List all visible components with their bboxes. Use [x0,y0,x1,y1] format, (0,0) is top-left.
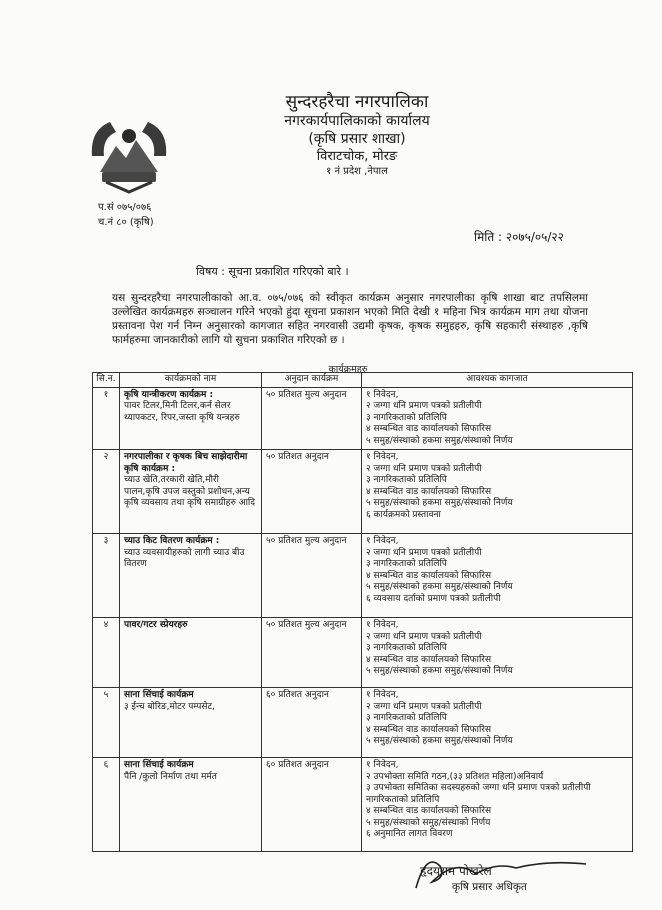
program-title: साना सिंचाई कार्यक्रम [124,760,194,770]
program-detail: च्याउ व्यवसायीहरुको लागी च्याउ बीउ वितरण [124,547,245,569]
document-item: २ जग्गा धनि प्रमाण पत्रको प्रतीलीपी [366,401,482,411]
header-grant: अनुदान कार्यक्रम [262,373,362,388]
branch-name: (कृषि प्रसार शाखा) [308,131,406,147]
document-item: ५ समुह/संस्थाको हकमा समुह/संस्थाको निर्णय [366,666,513,676]
reference-numbers [98,200,154,230]
header-program-name: कार्यक्रमको नाम [120,373,262,388]
program-title: कृषि यान्त्रीकरण कार्यक्रम : [124,389,214,400]
document-item: २ जग्गा धनि प्रमाण पत्रको प्रतीलीपी [366,463,482,474]
document-item: १ निवेदन, [366,620,399,630]
row-serial: ३ [93,534,120,618]
document-item: १ निवेदन, [366,690,399,700]
document-item: १ निवेदन, [366,536,399,546]
program-detail: ३ ईन्च बोरिङ,मोटर पम्पसेट, [124,701,215,712]
document-item: २ जग्गा धनि प्रमाण पत्रको प्रतीलीपी [366,701,482,712]
row-serial: १ [93,387,120,450]
document-item: ४ सम्बन्धित वाड कार्यालयको सिफारिस [366,654,492,665]
row-documents [362,618,633,688]
table-row [93,534,633,618]
dispatch-number: च.नं ८० (कृषि) [98,217,154,228]
document-item: ४ सम्बन्धित वाड कार्यालयको सिफारिस [366,486,492,497]
document-item: १ निवेदन, [366,452,399,462]
office-location: विराटचोक, मोरङ [316,149,398,164]
document-item: ५ समुह/संस्थाको हकमा समुह/संस्थाको निर्णय [366,736,513,746]
document-item: १ निवेदन, [366,389,399,400]
province-name: १ नं प्रदेश ,नेपाल [326,166,388,177]
document-item: १ निवेदन, [366,760,399,770]
row-documents [362,688,633,758]
document-item: ४ सम्बन्धित वाड कार्यालयको सिफारिस [366,806,492,816]
row-program [120,387,262,450]
row-serial: ५ [93,688,120,758]
program-title: साना सिंचाई कार्यक्रम [124,690,194,700]
notice-body: यस सुन्दरहरैचा नगरपालीकाको आ.व. ०७५/०७६ को स्वीकृत कार्यक्रम अनुसार नगरपालीका कृषि शाखा बाट तपसिलमा उल्लेखित कार्यक्रमहरु सञ्चालन गरिने भएको हुंदा सूचना प्रकाशन भएको मिति देखी १ महिना भित्र कार्यक्रम माग तथा योजना प्रस्तावना पेश गर्न निम्न अनुसारको कागजात सहित नगरवासी उद्यमी कृषक, कृषक समुहहरु, कृषि सहकारी संस्थाहरु ,कृषि फार्महरुमा जानकारीको लागि यो सुचना प्रकाशित गरिएको छ । [112,292,588,346]
row-documents [362,387,633,450]
document-item: ४ सम्बन्धित वाड कार्यालयको सिफारिस [366,724,492,735]
document-item: नागरिकताको प्रतिलिपि [366,794,440,805]
document-item: ३ नागरिकताको प्रतिलिपि [366,643,447,653]
document-item: ५ समुह/संस्थाको हकमा समुह/संस्थाको निर्णय [366,435,513,446]
document-item: ६ कार्यक्रमको प्रस्तावना [366,509,441,520]
program-detail: च्याउ खेति,तरकारी खेति,मौरी पालन,कृषि उपज वस्तुको प्रशोधन,अन्य कृषि व्यवसाय तथा कृषि समाग्रीहरु आदि [124,475,256,508]
document-item: ५ समुह/संस्थाको समुह/संस्थाको निर्णय [366,817,491,828]
row-serial: ६ [93,758,120,852]
row-grant: ६० प्रतिशत अनुदान [262,758,362,852]
document-item: ४ सम्बन्धित वाड कार्यालयको सिफारिस [366,570,492,581]
document-item: ३ नागरिकताको प्रतिलिपि [366,412,447,423]
row-program [120,758,262,852]
office-name: नगरकार्यपालिकाको कार्यालय [284,113,430,129]
row-grant: ५० प्रतिशत मुल्य अनुदान [262,534,362,618]
row-serial: ४ [93,618,120,688]
document-item: ६ व्यवसाय दर्ताको प्रमाण पत्रको प्रतीलीपी [366,593,501,604]
document-item: ३ नागरिकताको प्रतिलिपि [366,713,447,723]
table-title: कार्यक्रमहरु [328,364,368,375]
row-grant: ५० प्रतिशत अनुदान [262,450,362,534]
document-item: २ जग्गा धनि प्रमाण पत्रको प्रतीलीपी [366,631,482,642]
document-item: ६ अनुमानित लागत विवरण [366,829,453,839]
program-title: नगरपालीका र कृषक बिच साझेदारीमा कृषि कार्यक्रम : [124,452,248,474]
letter-date: मिति : २०७५/०५/२२ [474,230,564,244]
row-serial: २ [93,450,120,534]
programs-table [92,372,633,852]
document-item: २ जग्गा धनि प्रमाण पत्रको प्रतीलीपी [366,547,482,558]
table-row [93,618,633,688]
program-detail: पैनि /कुलो निर्माण तथा मर्मत [124,771,217,782]
row-program [120,534,262,618]
row-grant: ५० प्रतिशत मुल्य अनुदान [262,618,362,688]
row-program [120,618,262,688]
row-documents [362,450,633,534]
document-item: ३ नागरिकताको प्रतिलिपि [366,559,447,569]
table-row [93,450,633,534]
header-documents: आवश्यक कागजात [362,373,633,388]
document-item: ५ समुह/संस्थाको हकमा समुह/संस्थाको निर्णय [366,498,513,508]
document-item: ४ सम्बन्धित वाड कार्यालयको सिफारिस [366,424,492,434]
header-serial: सि.न. [93,373,120,388]
program-title: पावर/गटर स्प्रेयरहरु [124,620,188,630]
row-program [120,688,262,758]
row-program [120,450,262,534]
signatory-name: हृदयराम पोखरेल [420,864,492,878]
document-item: ५ समुह/संस्थाको हकमा समुह/संस्थाको निर्णय [366,582,513,592]
row-documents [362,758,633,852]
table-header-row [93,373,633,388]
table-row [93,688,633,758]
document-item: ३ नागरिकताको प्रतिलिपि [366,475,447,485]
row-grant: ६० प्रतिशत अनुदान [262,688,362,758]
program-detail: पावर टिलर,मिनी टिलर,कर्न सेलर थ्यापकटर, रिपर,जस्ता कृषि यन्त्रहरु [124,401,240,423]
document-item: २ उपभोक्ता समिति गठन,(३३ प्रतिशत महिला)अनिवार्य [366,771,544,782]
row-documents [362,534,633,618]
row-grant: ५० प्रतिशत मुल्य अनुदान [262,387,362,450]
nepal-emblem-icon [86,116,172,194]
municipality-name: सुन्दरहरैचा नगरपालिका [285,92,429,112]
letterhead [232,92,482,179]
table-row [93,387,633,450]
letter-number: प.सं ०७५/०७६ [98,202,152,213]
signatory-title: कृषि प्रसार अधिकृत [452,881,527,893]
document-item: ३ उपभोक्ता समितिका सदस्यहरुको जग्गा धनि प्रमाण पत्रको प्रतीलीपी [366,783,591,793]
program-title: च्याउ किट वितरण कार्यक्रम : [124,536,220,546]
letter-subject: विषय : सूचना प्रकाशित गरिएको बारे । [196,265,349,278]
table-row [93,758,633,852]
